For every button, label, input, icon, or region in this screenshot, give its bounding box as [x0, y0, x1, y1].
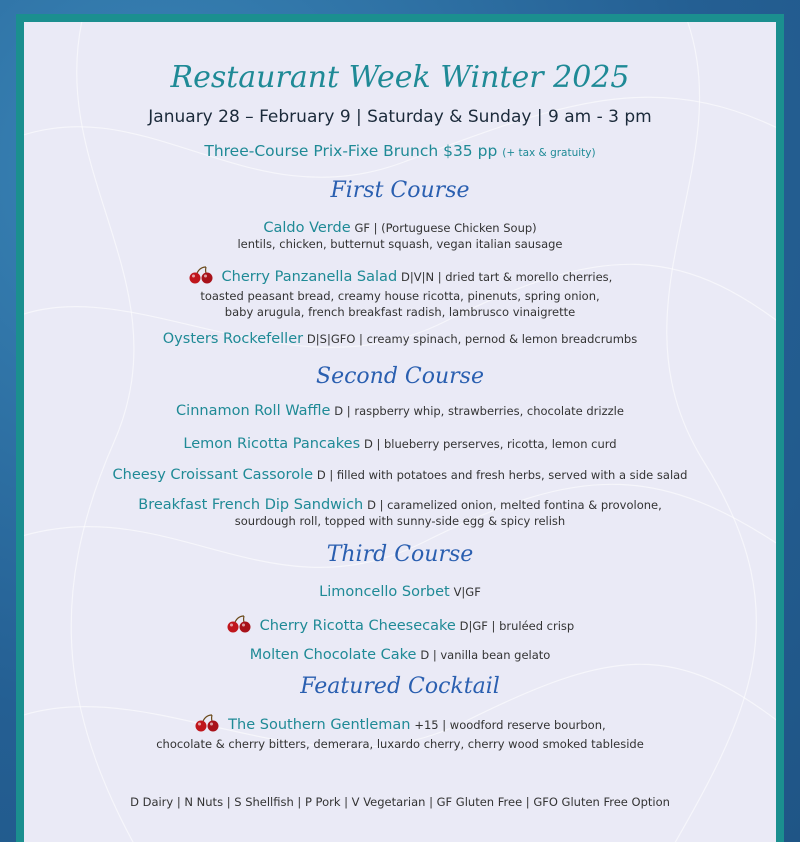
- cherry-icon: [188, 266, 214, 288]
- date-range: January 28 – February 9 | Saturday & Sunday | 9 am - 3 pm: [148, 107, 652, 127]
- item-name: Breakfast French Dip Sandwich: [138, 497, 364, 513]
- item-name: Limoncello Sorbet: [319, 584, 450, 600]
- menu-item-oysters-rockefeller: [24, 331, 776, 347]
- section-second-course: Second Course: [316, 364, 484, 389]
- menu-item-cheesy-croissant: [24, 467, 776, 483]
- menu-item-limoncello-sorbet: [24, 584, 776, 600]
- item-description: baby arugula, french breakfast radish, lambrusco vinaigrette: [224, 305, 576, 319]
- cherry-icon: [226, 615, 252, 637]
- item-name: Cheesy Croissant Cassorole: [112, 467, 314, 483]
- item-tags: D | vanilla bean gelato: [420, 648, 551, 662]
- item-tags: +15 | woodford reserve bourbon,: [414, 718, 606, 732]
- dietary-legend: D Dairy | N Nuts | S Shellfish | P Pork | V Vegetarian | GF Gluten Free | GFO Gluten Free Option: [130, 795, 670, 809]
- prix-fixe-main: Three-Course Prix-Fixe Brunch $35 pp: [204, 142, 498, 160]
- item-name: Cherry Ricotta Cheesecake: [259, 618, 456, 634]
- item-tags: D|GF | bruléed crisp: [459, 619, 575, 633]
- page-title: Restaurant Week Winter 2025: [170, 60, 630, 95]
- item-name: Cinnamon Roll Waffle: [176, 403, 331, 419]
- prix-fixe-note: (+ tax & gratuity): [502, 147, 596, 159]
- section-third-course: Third Course: [326, 542, 474, 567]
- item-description: sourdough roll, topped with sunny-side egg & spicy relish: [234, 514, 566, 528]
- menu-item-cherry-ricotta-cheesecake: [24, 615, 776, 637]
- section-first-course: First Course: [330, 178, 470, 203]
- item-tags: GF | (Portuguese Chicken Soup): [354, 221, 537, 235]
- item-tags: D|S|GFO | creamy spinach, pernod & lemon breadcrumbs: [306, 332, 638, 346]
- prix-fixe-line: [24, 142, 776, 160]
- menu-item-lemon-ricotta-pancakes: [24, 436, 776, 452]
- item-description: chocolate & cherry bitters, demerara, luxardo cherry, cherry wood smoked tableside: [156, 737, 644, 751]
- menu-item-caldo-verde: [24, 220, 776, 252]
- menu-item-southern-gentleman: [24, 714, 776, 752]
- item-tags: D | caramelized onion, melted fontina & provolone,: [367, 498, 662, 512]
- item-name: Cherry Panzanella Salad: [221, 269, 398, 285]
- item-name: The Southern Gentleman: [228, 717, 411, 733]
- item-description: lentils, chicken, butternut squash, vegan italian sausage: [237, 237, 563, 251]
- menu-item-cherry-panzanella: [24, 266, 776, 320]
- item-name: Molten Chocolate Cake: [249, 647, 417, 663]
- item-name: Lemon Ricotta Pancakes: [183, 436, 361, 452]
- item-tags: D | raspberry whip, strawberries, chocolate drizzle: [334, 404, 624, 418]
- menu-item-cinnamon-roll-waffle: [24, 403, 776, 419]
- item-tags: D | filled with potatoes and fresh herbs, served with a side salad: [316, 468, 688, 482]
- section-featured-cocktail: Featured Cocktail: [300, 674, 500, 699]
- item-name: Oysters Rockefeller: [162, 331, 304, 347]
- item-tags: D | blueberry perserves, ricotta, lemon curd: [363, 437, 617, 451]
- menu-card: [24, 22, 776, 842]
- item-description: toasted peasant bread, creamy house ricotta, pinenuts, spring onion,: [200, 289, 600, 303]
- menu-item-molten-chocolate-cake: [24, 647, 776, 663]
- cherry-icon: [194, 714, 220, 736]
- item-tags: D|V|N | dried tart & morello cherries,: [400, 270, 613, 284]
- item-name: Caldo Verde: [263, 220, 351, 236]
- item-tags: V|GF: [453, 585, 481, 599]
- menu-item-french-dip: [24, 497, 776, 529]
